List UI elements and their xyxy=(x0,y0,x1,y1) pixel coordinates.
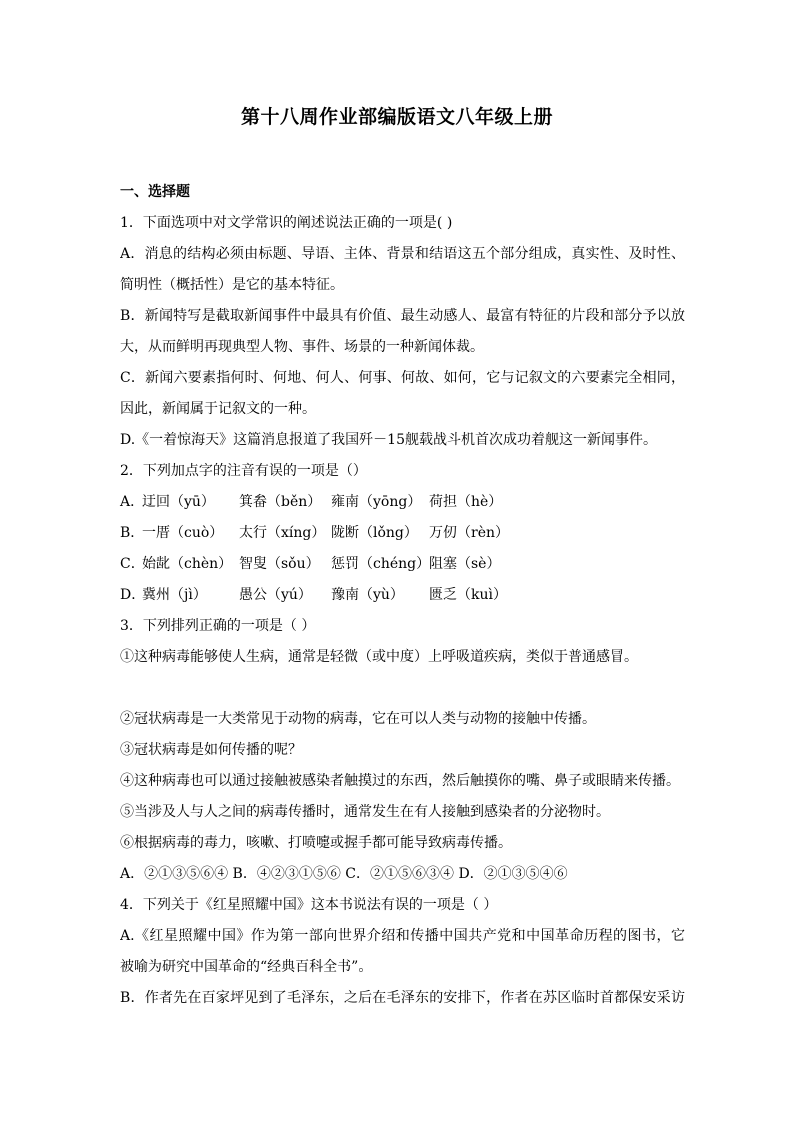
option-word: 一厝（cuò） xyxy=(142,525,224,541)
option-word: 荷担（hè） xyxy=(429,494,503,510)
option-word: 万仞（rèn） xyxy=(429,525,509,541)
question-1-option-a-line-2: 简明性（概括性）是它的基本特征。 xyxy=(120,277,344,293)
question-3-stem: 3．下列排列正确的一项是（ ） xyxy=(120,618,316,634)
question-1-option-b-line-1: B．新闻特写是截取新闻事件中最具有价值、最生动感人、最富有特征的片段和部分予以放 xyxy=(120,308,685,324)
question-1-option-a-line-1: A．消息的结构必须由标题、导语、主体、背景和结语这五个部分组成，真实性、及时性、 xyxy=(120,246,685,262)
question-2-stem: 2．下列加点字的注音有误的一项是（） xyxy=(120,463,367,479)
option-word: 太行（xíng） xyxy=(239,525,326,541)
option-label: B． xyxy=(120,525,145,541)
blank-gap xyxy=(120,673,685,704)
option-word: 智叟（sǒu） xyxy=(239,556,320,572)
question-2-option-b xyxy=(120,518,685,549)
option-word: 豫南（yù） xyxy=(331,587,404,603)
question-1-option-c-line-2: 因此，新闻属于记叙文的一种。 xyxy=(120,401,316,417)
question-1-option-b-line-2: 大，从而鲜明再现典型人物、事件、场景的一种新闻体裁。 xyxy=(120,339,484,355)
question-3-sentence-3: ③冠状病毒是如何传播的呢？ xyxy=(120,742,302,758)
question-3-sentence-1: ①这种病毒能够使人生病，通常是轻微（或中度）上呼吸道疾病，类似于普通感冒。 xyxy=(120,649,638,665)
document-body xyxy=(120,177,685,1014)
question-1-stem: 1．下面选项中对文学常识的阐述说法正确的一项是( ) xyxy=(120,215,453,231)
question-2-option-c xyxy=(120,549,685,580)
question-4-stem: 4．下列关于《红星照耀中国》这本书说法有误的一项是（ ） xyxy=(120,897,498,913)
option-word: 阻塞（sè） xyxy=(429,556,501,572)
question-3-sentence-6: ⑥根据病毒的毒力，咳嗽、打喷嚏或握手都可能导致病毒传播。 xyxy=(120,835,512,851)
question-3-sentence-2: ②冠状病毒是一大类常见于动物的病毒，它在可以人类与动物的接触中传播。 xyxy=(120,711,596,727)
question-4-option-a-line-1: A.《红星照耀中国》作为第一部向世界介绍和传播中国共产党和中国革命历程的图书，它 xyxy=(120,928,685,944)
option-word: 冀州（jì） xyxy=(142,587,207,603)
question-3-options: A．②①③⑤⑥④ B．④②③①⑤⑥ C．②①⑤⑥③④ D．②①③⑤④⑥ xyxy=(120,866,568,882)
question-4-option-b-line-1: B．作者先在百家坪见到了毛泽东，之后在毛泽东的安排下，作者在苏区临时首都保安采访 xyxy=(120,990,685,1006)
option-label: C． xyxy=(120,556,145,572)
document-title: 第十八周作业部编版语文八年级上册 xyxy=(240,106,553,128)
option-label: A． xyxy=(120,494,145,510)
option-word: 始龀（chèn） xyxy=(142,556,233,572)
question-3-sentence-5: ⑤当涉及人与人之间的病毒传播时，通常发生在有人接触到感染者的分泌物时。 xyxy=(120,804,610,820)
option-word: 惩罚（chéng） xyxy=(331,556,431,572)
option-word: 箕畚（běn） xyxy=(239,494,322,510)
option-word: 迂回（yū） xyxy=(142,494,215,510)
section-heading: 一、选择题 xyxy=(120,184,190,200)
question-1-option-c-line-1: C．新闻六要素指何时、何地、何人、何事、何故、如何，它与记叙文的六要素完全相同， xyxy=(120,370,685,386)
question-2-option-a xyxy=(120,487,685,518)
option-word: 陇断（lǒng） xyxy=(331,525,418,541)
option-word: 雍南（yōng） xyxy=(331,494,422,510)
question-4-option-a-line-2: 被喻为研究中国革命的“经典百科全书”。 xyxy=(120,959,373,975)
option-label: D． xyxy=(120,587,146,603)
option-word: 愚公（yú） xyxy=(239,587,312,603)
option-word: 匮乏（kuì） xyxy=(429,587,507,603)
question-1-option-d-line-1: D.《一着惊海天》这篇消息报道了我国歼－15舰载战斗机首次成功着舰这一新闻事件。 xyxy=(120,432,657,448)
question-3-sentence-4: ④这种病毒也可以通过接触被感染者触摸过的东西，然后触摸你的嘴、鼻子或眼睛来传播。 xyxy=(120,773,680,789)
question-2-option-d xyxy=(120,580,685,611)
